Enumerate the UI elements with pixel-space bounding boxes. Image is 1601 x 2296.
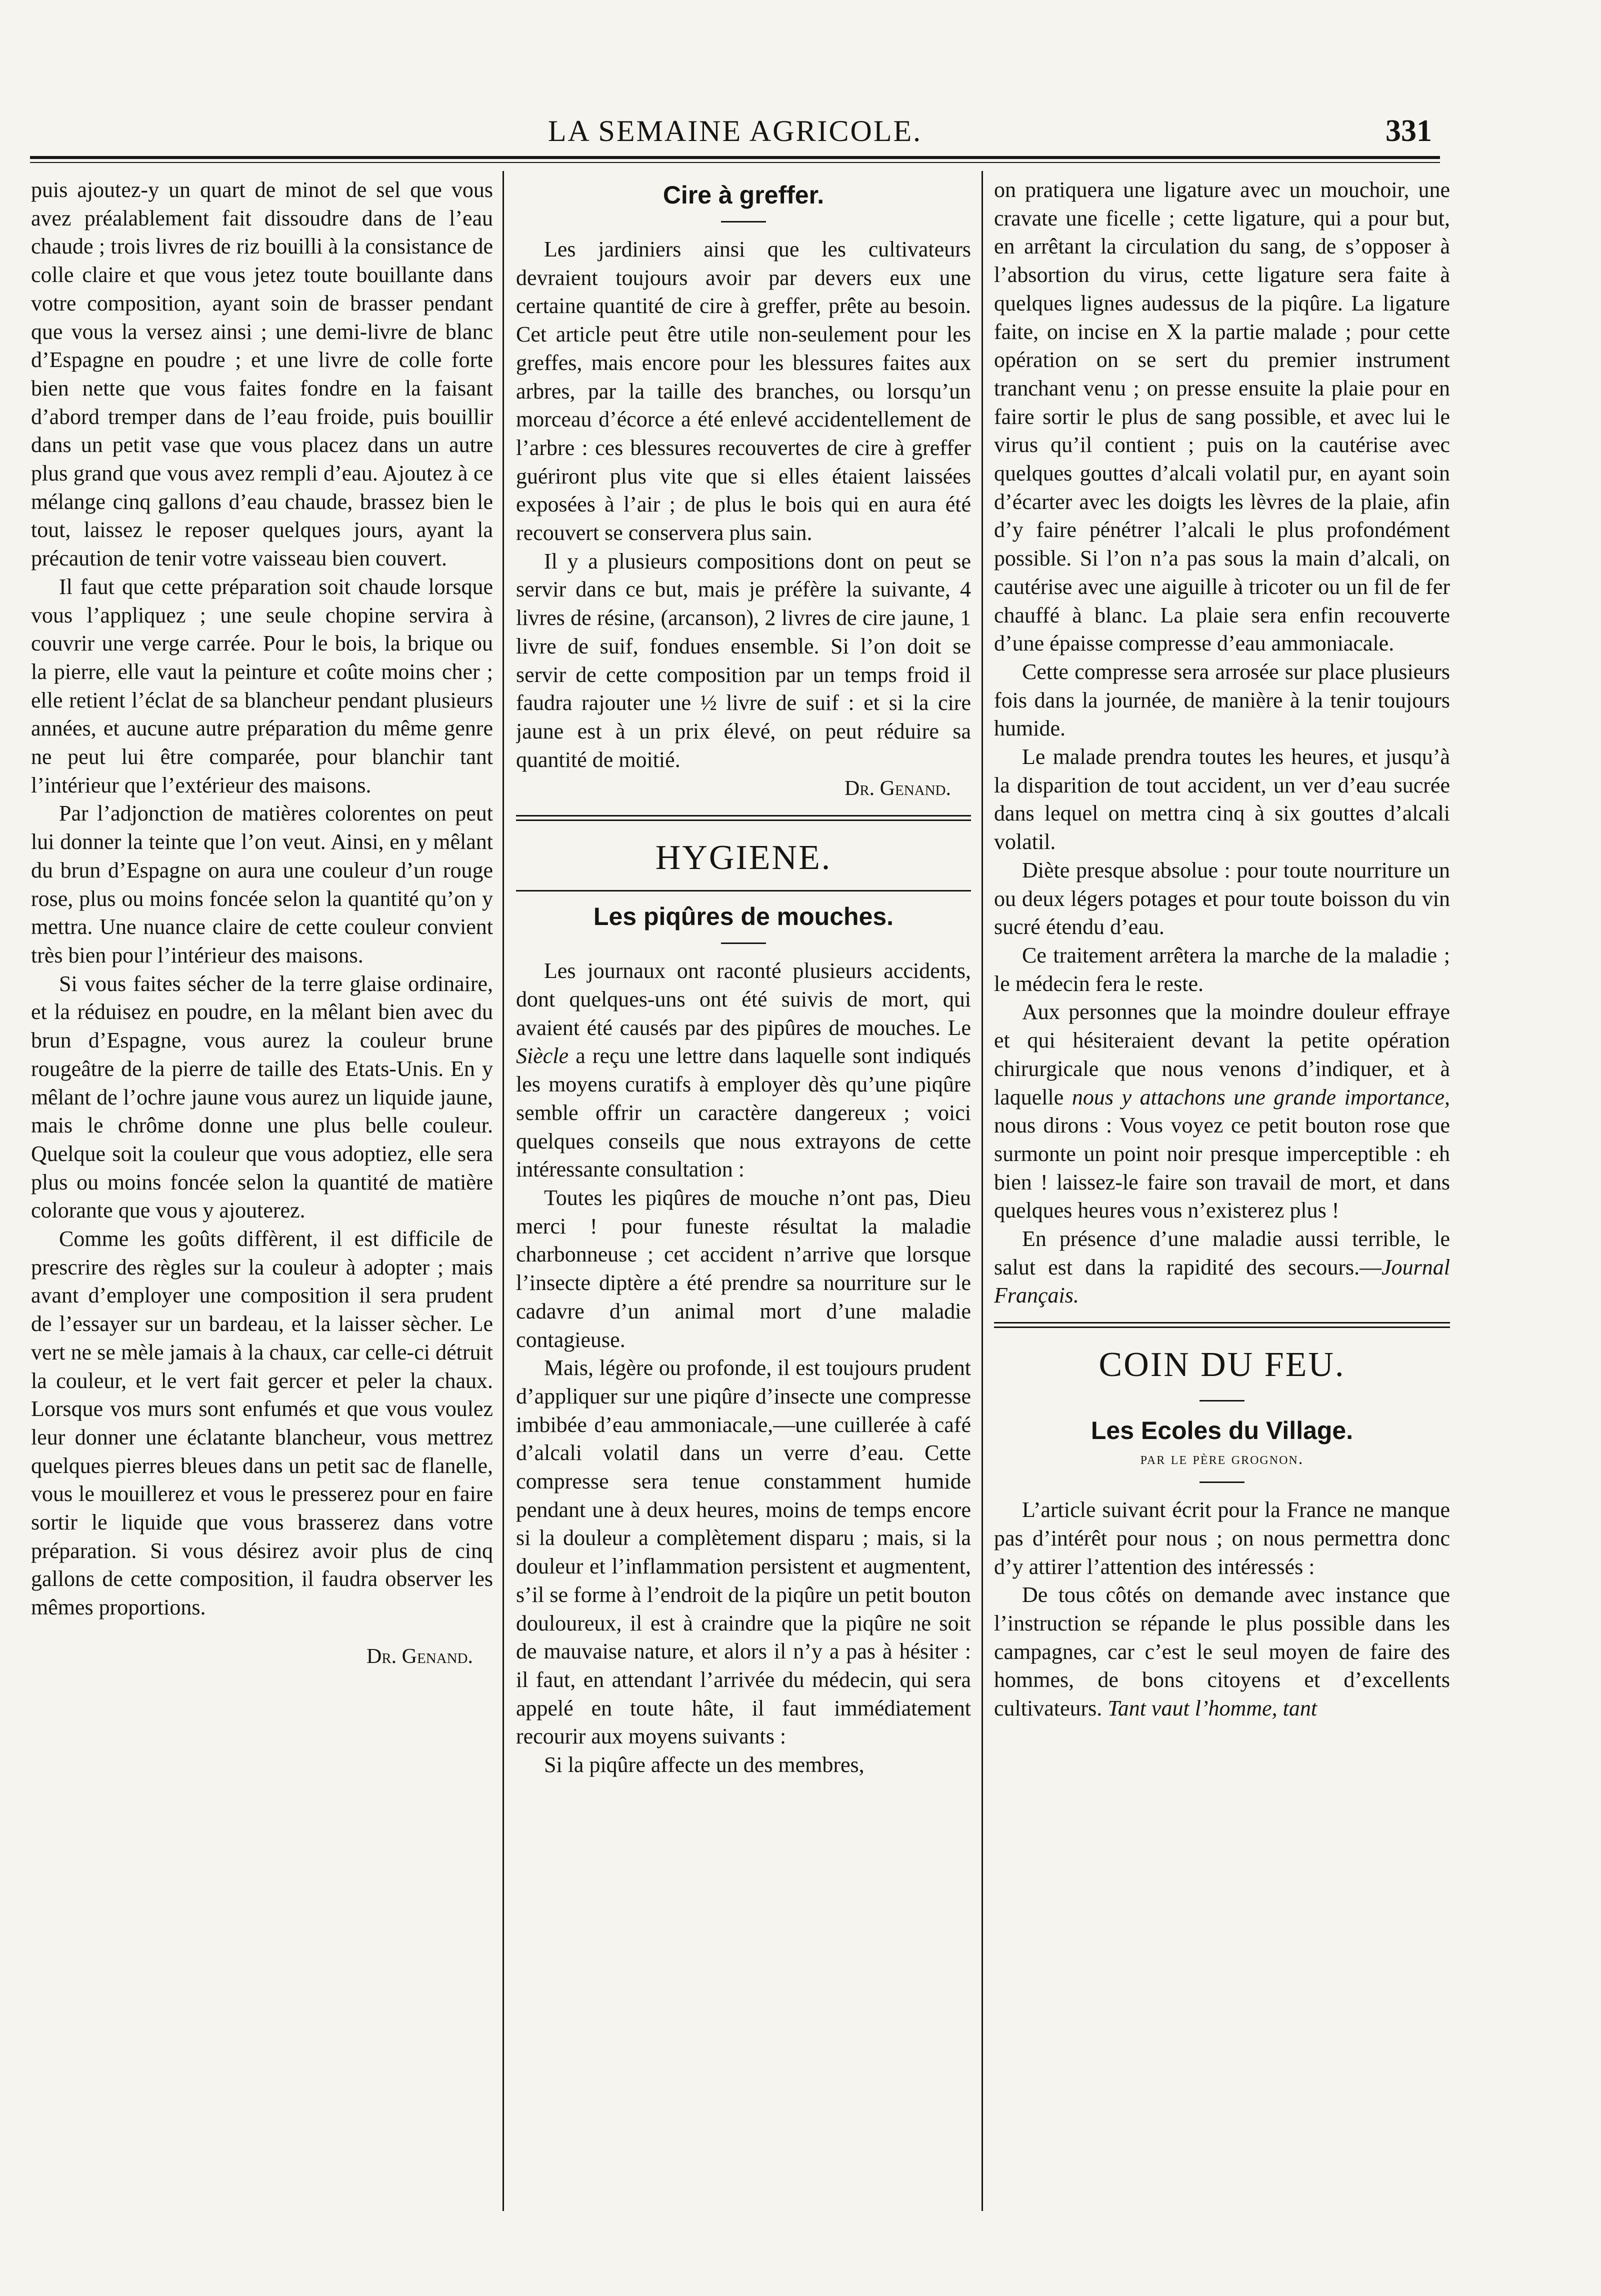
article-heading: Cire à greffer. — [662, 181, 824, 209]
signature: Dr. Genand. — [844, 777, 951, 800]
paragraph: puis ajoutez-y un quart de minot de sel que vous avez préalablement fait dissoudre dans de l’eau chaude ; trois livres de riz bouilli à la consistance de colle claire et que vous jetez toute bouillante dans votre composition, ayant soin de brasser pendant que vous la versez ainsi ; une demi-livre de blanc d’Espagne en poudre ; et une livre de colle forte bien nette que vous faites fondre en la faisant d’abord tremper dans de l’eau froide, puis bouillir dans un petit vase que vous placez dans un autre plus grand que vous avez rempli d’eau. Ajoutez à ce mélange cinq gallons d’eau chaude, brassez bien le tout, laissez le reposer quelques jours, ayant la précaution de tenir votre vaisseau bien couvert. — [31, 178, 493, 571]
paragraph: L’article suivant écrit pour la France ne manque pas d’intérêt pour nous ; on nous permettra donc d’y attirer l’attention des intéressés : — [994, 1498, 1450, 1579]
paragraph: Il faut que cette préparation soit chaude lorsque vous l’appliquez ; une seule chopine servira à couvrir une verge carrée. Pour le bois, la brique ou la pierre, elle vaut la peinture et coûte moins cher ; elle retient l’éclat de sa blancheur pendant plusieurs années, et aucune autre préparation du même genre ne peut lui être comparée, pour blanchir tant l’intérieur que l’extérieur des maisons. — [31, 574, 493, 798]
paragraph: Cette compresse sera arrosée sur place plusieurs fois dans la journée, de manière à la tenir toujours humide. — [994, 659, 1450, 741]
byline: par le père grognon. — [1140, 1450, 1304, 1468]
paragraph: Le malade prendra toutes les heures, et jusqu’à la disparition de tout accident, un ver d’eau sucrée dans lequel on mettra cinq à six gouttes d’alcali volatil. — [994, 744, 1450, 854]
source-credit: Journal Français. — [994, 1254, 1450, 1308]
signature: Dr. Genand. — [366, 1644, 473, 1668]
paragraph: Mais, légère ou profonde, il est toujours prudent d’appliquer sur une piqûre d’insecte une compresse imbibée d’eau ammoniacale,—une cuillerée à café d’alcali volatil dans un verre d’eau. Cette compresse sera tenue constamment humide pendant une à deux heures, moins de temps encore si la douleur a complètement disparu ; mais, si la douleur et l’inflammation persistent et augmentent, s’il se forme à l’endroit de la piqûre un petit bouton douloureux, il est à craindre que la piqûre ne soit de mauvaise nature, et alors il n’y a pas à hésiter : il faut, en attendant l’arrivée du médecin, qui sera appelé en toute hâte, il faut immédiatement recourir aux moyens suivants : — [516, 1356, 971, 1749]
paragraph: Il y a plusieurs compositions dont on peut se servir dans ce but, mais je préfère la suivante, 4 livres de résine, (arcanson), 2 livres de cire jaune, 1 livre de suif, fondues ensemble. Si l’on doit se servir de cette composition par un temps froid il faudra rajouter une ½ livre de suif : et si la cire jaune est à un prix élevé, on peut réduire sa quantité de moitié. — [516, 548, 971, 772]
column-divider-right — [982, 171, 983, 2211]
page-header — [30, 111, 1440, 161]
paragraph: Toutes les piqûres de mouche n’ont pas, Dieu merci ! pour funeste résultat la maladie charbonneuse ; cet accident n’arrive que lorsque l’insecte diptère a été prendre sa nourriture sur le cadavre d’un animal mort d’une maladie contagieuse. — [516, 1185, 971, 1352]
column-2 — [516, 176, 971, 2241]
short-rule — [721, 942, 766, 944]
column-divider-left — [502, 171, 504, 2211]
article-heading: Les piqûres de mouches. — [593, 902, 894, 931]
header-rule-thin — [30, 162, 1440, 163]
paragraph: Diète presque absolue : pour toute nourriture un ou deux légers potages et pour toute boisson du vin sucré étendu d’eau. — [994, 858, 1450, 940]
short-rule — [721, 221, 766, 222]
short-rule — [1200, 1482, 1244, 1483]
paragraph: on pratiquera une ligature avec un mouchoir, une cravate une ficelle ; cette ligature, qui a pour but, en arrêtant la circulation du sang, de s’opposer à l’absortion du virus, cette ligature sera faite à quelques lignes audessus de la piqûre. La ligature faite, on incise en X la partie malade ; pour cette opération on se sert du premier instrument tranchant venu ; on presse ensuite la plaie pour en faire sortir le plus de sang possible, et avec lui le virus qu’il contient ; puis on la cautérise avec quelques gouttes d’alcali volatil pur, en ayant soin d’écarter avec les doigts les lèvres de la plaie, afin d’y faire pénétrer l’alcali le plus profondément possible. Si l’on n’a pas sous la main d’alcali, on cautérise avec une aiguille à tricoter ou un fil de fer chauffé à blanc. La plaie sera enfin recouverte d’une épaisse compresse d’eau ammoniacale. — [994, 178, 1450, 656]
paragraph: Les journaux ont raconté plusieurs accidents, dont quelques-uns ont été suivis de mort, qui avaient été causés par des pipûres de mouches. Le Siècle a reçu une lettre dans laquelle sont indiqués les moyens curatifs à employer dès qu’une piqûre semble offrir un caractère dangereux ; voici quelques conseils que nous extrayons de cette intéressante consultation : — [516, 958, 971, 1182]
section-rule — [516, 815, 971, 821]
column-3 — [994, 176, 1450, 2241]
paragraph: Comme les goûts diffèrent, il est difficile de prescrire des règles sur la couleur à adopter ; mais avant d’employer une composition il sera prudent de l’essayer sur un bardeau, et la laisser sècher. Le vert ne se mèle jamais à la chaux, car celle-ci détruit la couleur, et le vert fait gercer et peler la chaux. Lorsque vos murs sont enfumés et que vous voulez leur donner une éclatante blancheur, vous mettrez quelques pierres bleues dans un petit sac de flanelle, vous le mouillerez et vous le presserez pour en faire sortir le liquide que vous brasserez dans votre préparation. Si vous désirez avoir plus de cinq gallons de cette composition, il faudra observer les mêmes proportions. — [31, 1226, 493, 1620]
section-title: COIN DU FEU. — [1098, 1346, 1346, 1384]
paragraph: En présence d’une maladie aussi terrible, le salut est dans la rapidité des secours.—Journal Français. — [994, 1226, 1450, 1308]
article-heading: Les Ecoles du Village. — [1090, 1416, 1354, 1445]
page-number: 331 — [1386, 114, 1432, 148]
section-rule — [516, 890, 971, 892]
section-rule — [994, 1322, 1450, 1328]
paragraph: Ce traitement arrêtera la marche de la maladie ; le médecin fera le reste. — [994, 942, 1450, 996]
paragraph: Si vous faites sécher de la terre glaise ordinaire, et la réduisez en poudre, en la mêlant bien avec du brun d’Espagne, vous aurez la couleur brune rougeâtre de la pierre de taille des Etats-Unis. En y mêlant de l’ochre jaune vous aurez un liquide jaune, mais le chrôme donne une plus belle couleur. Quelque soit la couleur que vous adoptiez, elle sera plus ou moins foncée selon la quantité de matière colorante que vous y ajouterez. — [31, 971, 493, 1223]
paragraph: Si la piqûre affecte un des membres, — [544, 1752, 864, 1778]
newspaper-title: LA SEMAINE AGRICOLE. — [548, 114, 922, 148]
short-rule — [1200, 1400, 1244, 1402]
section-title: HYGIENE. — [655, 838, 832, 878]
paragraph: Par l’adjonction de matières colorentes on peut lui donner la teinte que l’on veut. Ainsi, en y mêlant du brun d’Espagne on aura une couleur d’un rouge rose, plus ou moins foncée selon la quantité qu’on y mettra. Une nuance claire de cette couleur convient très bien pour l’intérieur des maisons. — [31, 801, 493, 968]
paragraph: Les jardiniers ainsi que les cultivateurs devraient toujours avoir par devers eux une certaine quantité de cire à greffer, prête au besoin. Cet article peut être utile non-seulement pour les greffes, mais encore pour les blessures faites aux arbres, par la taille des branches, ou lorsqu’un morceau d’écorce a été enlevé accidentellement de l’arbre : ces blessures recouvertes de cire à greffer guériront plus vite que si elles étaient laissées exposées à l’air ; de plus le bois qui en aura été recouvert se conservera plus sain. — [516, 237, 971, 546]
column-1 — [31, 176, 493, 2241]
paragraph: De tous côtés on demande avec instance que l’instruction se répande le plus possible dans les campagnes, car c’est le seul moyen de faire des hommes, de bons citoyens et d’excellents cultivateurs. Tant vaut l’homme, tant — [994, 1582, 1450, 1721]
newspaper-name: Siècle — [516, 1044, 569, 1068]
header-rule-thick — [30, 156, 1440, 159]
paragraph: Aux personnes que la moindre douleur effraye et qui hésiteraient devant la petite opération chirurgicale que nous venons d’indiquer, et à laquelle nous y attachons une grande importance, nous dirons : Vous voyez ce petit bouton rose que surmonte un point noir presque imperceptible : eh bien ! laissez-le faire son travail de mort, et dans quelques heures vous n’existerez plus ! — [994, 1000, 1450, 1223]
